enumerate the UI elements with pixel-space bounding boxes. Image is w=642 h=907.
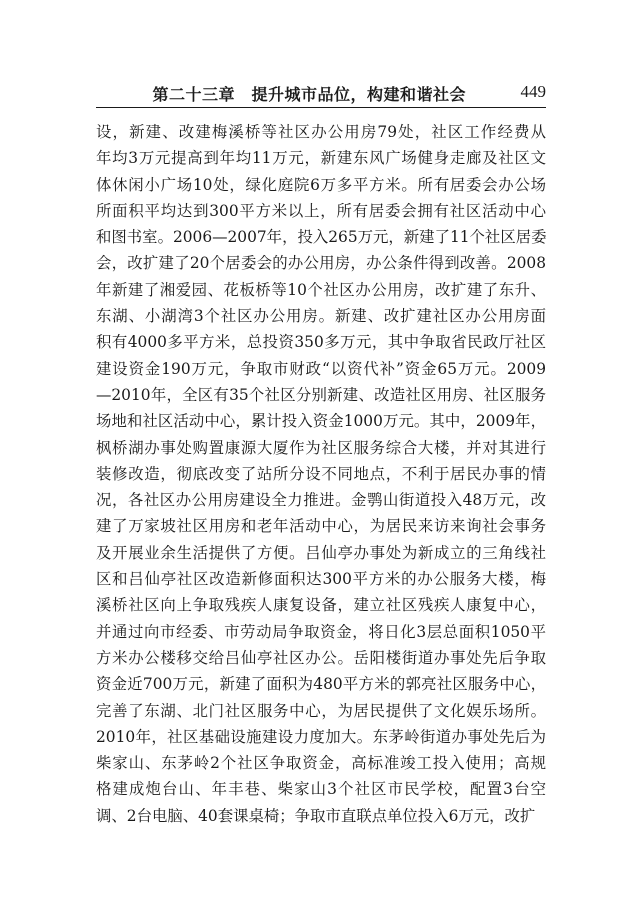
text-line: 柴家山、东茅岭2个社区争取资金，高标准竣工投入使用；高规 [96,754,546,773]
text-line: 东湖、小湖湾3个社区办公用房。新建、改扩建社区办公用房面 [96,307,546,326]
text-line: —2010年，全区有35个社区分别新建、改造社区用房、社区服务 [96,385,546,404]
text-line: 格建成炮台山、年丰巷、柴家山3个社区市民学校，配置3台空 [96,780,546,799]
text-line: 装修改造，彻底改变了站所分设不同地点，不利于居民办事的情 [96,464,546,483]
page-header [96,80,546,108]
text-line: 溪桥社区向上争取残疾人康复设备，建立社区残疾人康复中心， [96,596,546,615]
header-rule [96,107,546,108]
text-line: 和图书室。2006—2007年，投入265万元，新建了11个社区居委 [96,228,546,247]
body-text [96,119,546,829]
text-line: 体休闲小广场10处，绿化庭院6万多平方米。所有居委会办公场 [96,175,546,194]
text-line: 况，各社区办公用房建设全力推进。金鹗山街道投入48万元，改 [96,491,546,510]
text-line: 所面积平均达到300平方米以上，所有居委会拥有社区活动中心 [96,201,546,220]
text-line: 会，改扩建了20个居委会的办公用房，办公条件得到改善。2008 [96,254,546,273]
text-line: 场地和社区活动中心，累计投入资金1000万元。其中，2009年， [96,412,546,431]
text-line: 年均3万元提高到年均11万元，新建东风广场健身走廊及社区文 [96,149,546,168]
text-line: 调、2台电脑、40套课桌椅；争取市直联点单位投入6万元，改扩 [96,806,536,825]
text-line: 建了万家坡社区用房和老年活动中心，为居民来访来询社会事务 [96,517,546,536]
text-line: 完善了东湖、北门社区服务中心，为居民提供了文化娱乐场所。 [96,701,546,720]
text-line: 资金近700万元，新建了面积为480平方米的郭亮社区服务中心， [96,675,546,694]
text-line: 2010年，社区基础设施建设力度加大。东茅岭街道办事处先后为 [96,727,546,746]
page-number: 449 [520,82,546,101]
text-line: 设，新建、改建梅溪桥等社区办公用房79处，社区工作经费从 [96,123,546,141]
text-line: 枫桥湖办事处购置康源大厦作为社区服务综合大楼，并对其进行 [96,438,546,457]
text-line: 区和吕仙亭社区改造新修面积达300平方米的办公服务大楼，梅 [96,570,546,589]
text-line: 年新建了湘爱园、花板桥等10个社区办公用房，改扩建了东升、 [96,280,546,299]
text-line: 方米办公楼移交给吕仙亭社区办公。岳阳楼街道办事处先后争取 [96,648,546,667]
text-line: 并通过向市经委、市劳动局争取资金，将日化3层总面积1050平 [96,622,546,641]
running-head: 第二十三章 提升城市品位，构建和谐社会 [152,85,466,104]
text-line: 积有4000多平方米，总投资350多万元，其中争取省民政厅社区 [96,333,546,352]
text-line: 建设资金190万元，争取市财政“以资代补”资金65万元。2009 [96,359,546,378]
text-line: 及开展业余生活提供了方便。吕仙亭办事处为新成立的三角线社 [96,543,546,562]
